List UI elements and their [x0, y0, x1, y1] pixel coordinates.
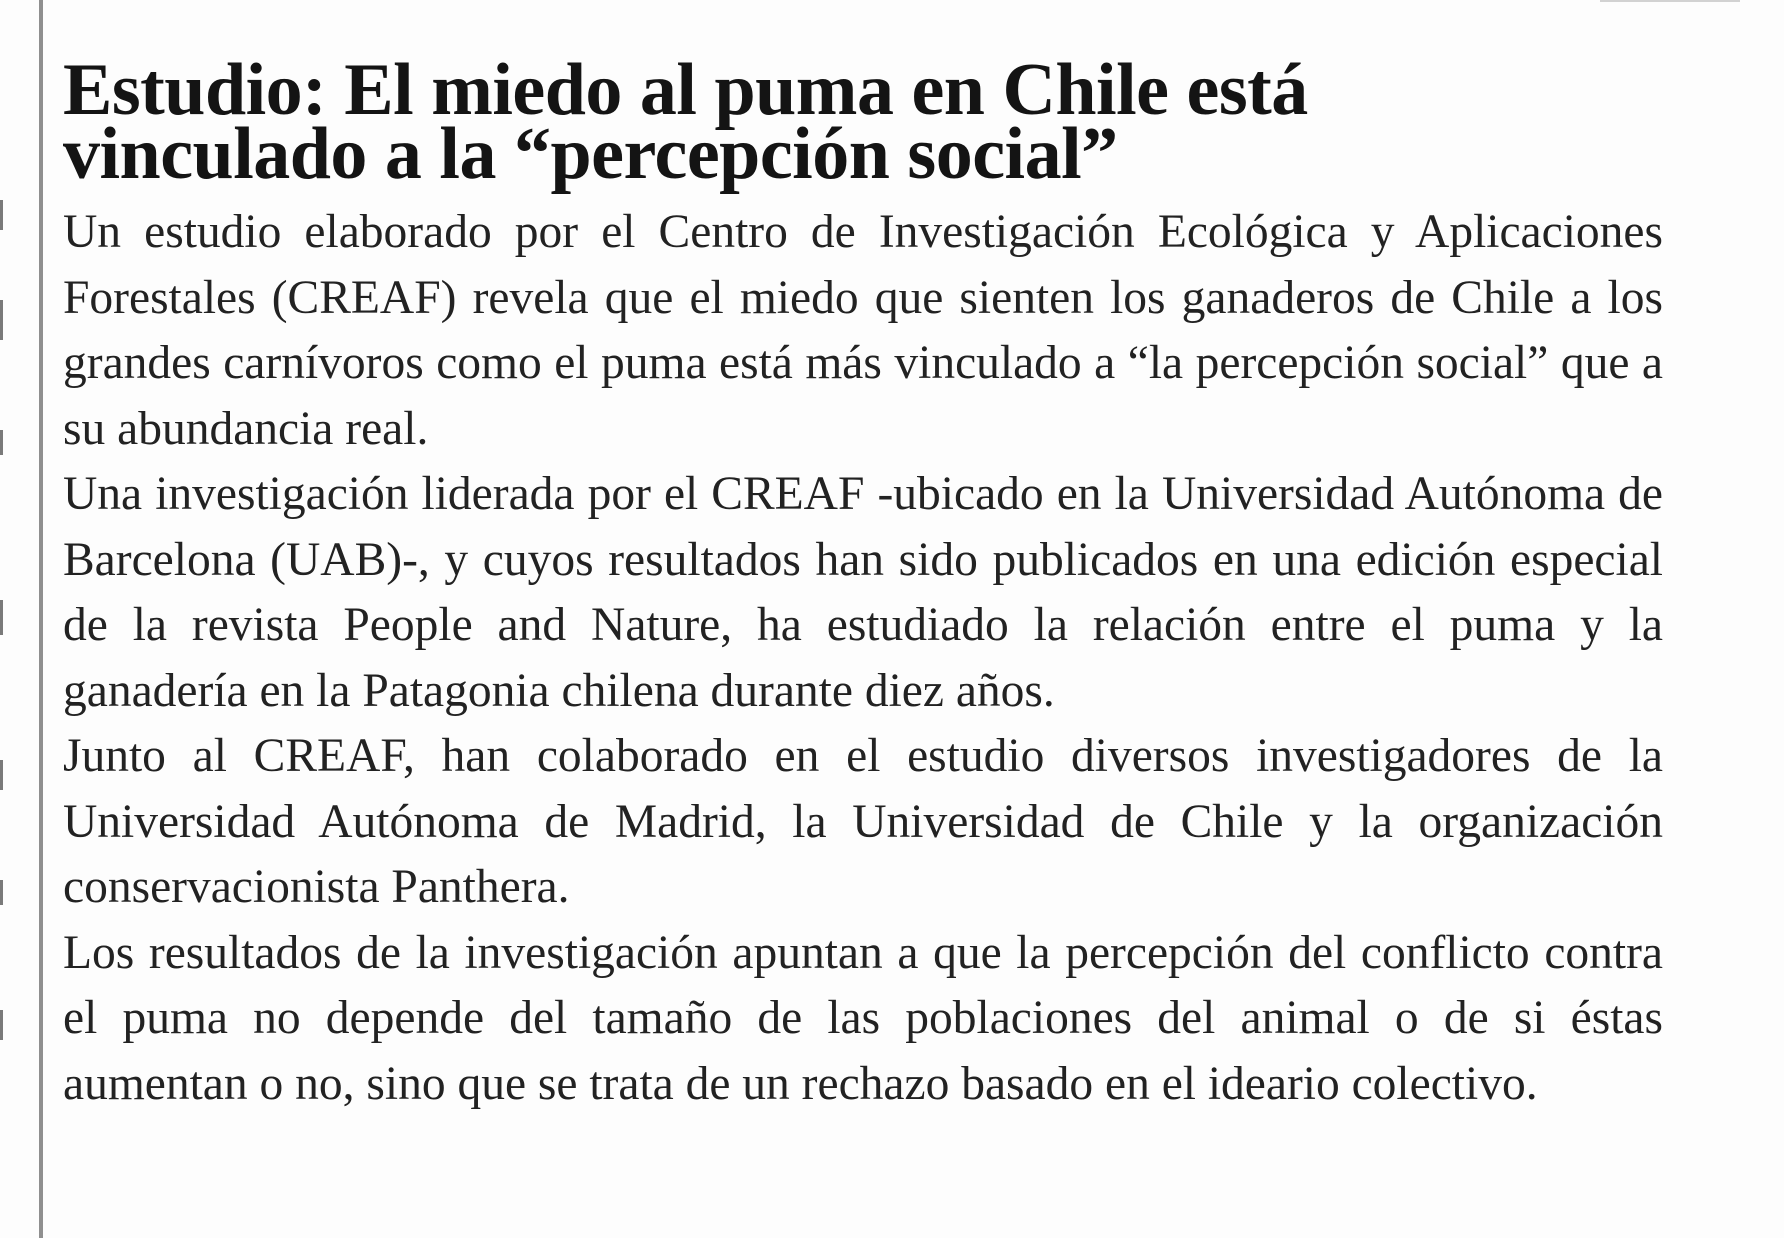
top-rule — [1600, 0, 1740, 2]
paragraph-1: Un estudio elaborado por el Centro de Investigación Ecológica y Aplicaciones Forestales (CREAF) revela que el miedo que sienten los ganaderos de Chile a los grandes carnívoros como el puma está más vinculado a “la percepción social” que a su abundancia real. — [63, 206, 1663, 455]
headline-line-2: vinculado a la “percepción social” — [63, 113, 1118, 195]
paragraph-3: Junto al CREAF, han colaborado en el estudio diversos investigadores de la Universidad Autónoma de Madrid, la Universidad de Chile y la organización conservacionista Panthera. — [63, 730, 1663, 913]
paragraph-4: Los resultados de la investigación apuntan a que la percepción del conflicto contra el puma no depende del tamaño de las poblaciones del animal o de si éstas aumentan o no, sino que se trata de un rechazo basado en el ideario colectivo. — [63, 926, 1663, 1110]
paragraph-2: Una investigación liderada por el CREAF -ubicado en la Universidad Autónoma de Barcelona (UAB)-, y cuyos resultados han sido publicados en una edición especial de la revista People and Nature, ha estudiado la relación entre el puma y la ganadería en la Patagonia chilena durante diez años. — [63, 468, 1663, 717]
article-body — [63, 200, 1663, 1117]
headline — [63, 49, 1563, 195]
headline-line-1: Estudio: El miedo al puma en Chile está — [63, 49, 1308, 131]
column-rule — [39, 0, 43, 1238]
article — [63, 49, 1663, 1117]
left-edge-marks — [0, 0, 6, 1238]
